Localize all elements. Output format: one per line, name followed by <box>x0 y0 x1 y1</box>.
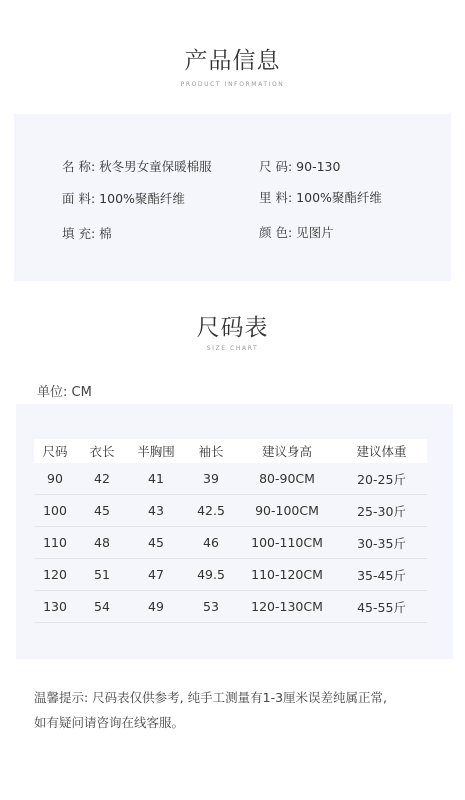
info-lining-value: 100%聚酯纤维 <box>296 190 382 205</box>
info-name-label: 名 称: <box>62 159 96 174</box>
size-table <box>34 439 427 623</box>
info-color-label: 颜 色: <box>259 225 293 240</box>
cell-weight: 20-25斤 <box>336 463 427 495</box>
info-name-value: 秋冬男女童保暖棉服 <box>99 159 212 174</box>
cell-height: 110-120CM <box>238 559 336 591</box>
cell-height: 100-110CM <box>238 527 336 559</box>
cell-size: 110 <box>34 527 76 559</box>
info-filling-value: 棉 <box>99 226 112 241</box>
info-fabric-value: 100%聚酯纤维 <box>99 191 185 206</box>
cell-height: 120-130CM <box>238 591 336 623</box>
header-sleeve: 袖长 <box>184 439 238 463</box>
info-color <box>259 223 334 241</box>
cell-half-chest: 41 <box>128 463 184 495</box>
product-info-panel <box>14 114 451 281</box>
cell-size: 130 <box>34 591 76 623</box>
cell-half-chest: 45 <box>128 527 184 559</box>
header-size: 尺码 <box>34 439 76 463</box>
notice-line-2: 如有疑问请咨询在线客服。 <box>34 715 185 730</box>
cell-length: 51 <box>76 559 128 591</box>
table-row <box>34 527 427 559</box>
info-filling <box>62 224 112 242</box>
info-fabric-label: 面 料: <box>62 191 96 206</box>
info-fabric <box>62 189 185 207</box>
cell-half-chest: 49 <box>128 591 184 623</box>
info-lining <box>259 188 382 206</box>
product-info-title: 产品信息 <box>184 48 281 74</box>
size-unit: 单位: CM <box>37 385 92 400</box>
table-row <box>34 463 427 495</box>
cell-size: 100 <box>34 495 76 527</box>
info-name <box>62 157 212 175</box>
size-chart-subtitle: SIZE CHART <box>206 345 259 352</box>
cell-height: 90-100CM <box>238 495 336 527</box>
header-weight: 建议体重 <box>336 439 427 463</box>
info-size-label: 尺 码: <box>259 159 293 174</box>
table-row <box>34 591 427 623</box>
cell-weight: 30-35斤 <box>336 527 427 559</box>
notice-line-1: 温馨提示: 尺码表仅供参考, 纯手工测量有1-3厘米误差纯属正常, <box>34 690 388 705</box>
info-lining-label: 里 料: <box>259 190 293 205</box>
table-row <box>34 495 427 527</box>
header-height: 建议身高 <box>238 439 336 463</box>
cell-weight: 45-55斤 <box>336 591 427 623</box>
cell-sleeve: 46 <box>184 527 238 559</box>
cell-length: 42 <box>76 463 128 495</box>
cell-length: 45 <box>76 495 128 527</box>
cell-weight: 25-30斤 <box>336 495 427 527</box>
size-table-header <box>34 439 427 463</box>
header-length: 衣长 <box>76 439 128 463</box>
size-chart-title: 尺码表 <box>196 315 269 341</box>
cell-sleeve: 39 <box>184 463 238 495</box>
header-half-chest: 半胸围 <box>128 439 184 463</box>
cell-sleeve: 53 <box>184 591 238 623</box>
cell-sleeve: 42.5 <box>184 495 238 527</box>
table-row <box>34 559 427 591</box>
cell-half-chest: 43 <box>128 495 184 527</box>
cell-size: 90 <box>34 463 76 495</box>
info-color-value: 见图片 <box>296 225 334 240</box>
cell-half-chest: 47 <box>128 559 184 591</box>
cell-size: 120 <box>34 559 76 591</box>
cell-weight: 35-45斤 <box>336 559 427 591</box>
cell-length: 54 <box>76 591 128 623</box>
product-info-subtitle: PRODUCT INFORMATION <box>180 81 285 88</box>
cell-height: 80-90CM <box>238 463 336 495</box>
info-size <box>259 157 340 175</box>
cell-length: 48 <box>76 527 128 559</box>
cell-sleeve: 49.5 <box>184 559 238 591</box>
info-filling-label: 填 充: <box>62 226 96 241</box>
info-size-value: 90-130 <box>296 159 341 174</box>
